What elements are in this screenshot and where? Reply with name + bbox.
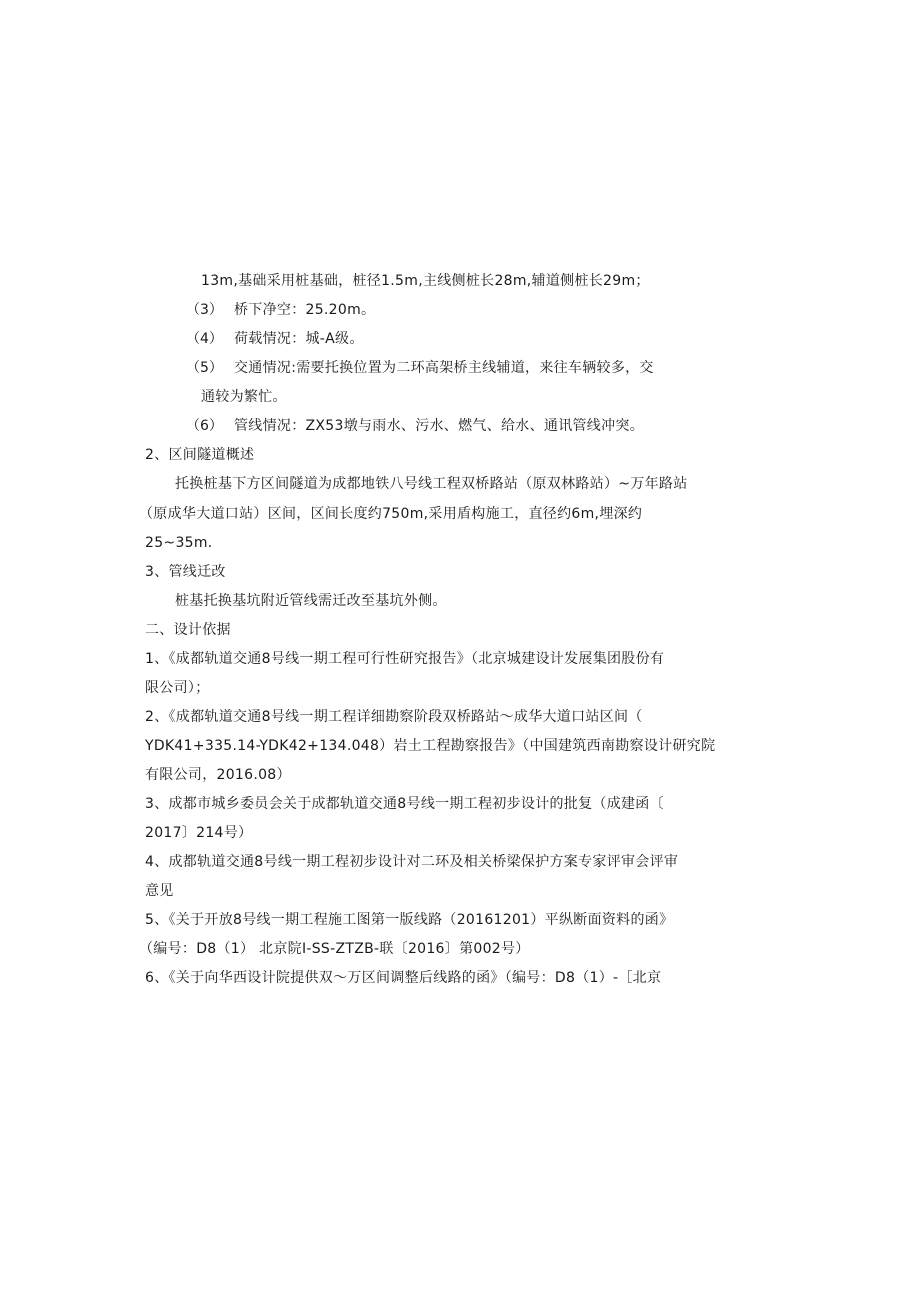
text-line: 管线情况：ZX53墩与雨水、污水、燃气、给水、通讯管线冲突。	[234, 418, 644, 434]
text-line: 荷载情况：城-A级。	[234, 331, 364, 347]
text-line: 2、《成都轨道交通8号线一期工程详细勘察阶段双桥路站～成华大道口站区间（	[145, 709, 643, 725]
section-heading: 3、管线迁改	[145, 564, 226, 580]
item-number: （5）	[186, 360, 223, 376]
text-line: 限公司）；	[145, 680, 210, 696]
item-number: （3）	[186, 302, 223, 318]
text-line: 25~35m.	[145, 535, 213, 551]
text-line: 有限公司，2016.08）	[145, 767, 291, 783]
section-heading: 2、区间隧道概述	[145, 447, 255, 463]
text-line: 13m,基础采用桩基础，桩径1.5m,主线侧桩长28m,辅道侧桩长29m；	[201, 273, 650, 289]
text-line: 2017〕214号）	[145, 825, 253, 841]
text-line: 5、《关于开放8号线一期工程施工图第一版线路（20161201）平纵断面资料的函》	[145, 912, 674, 928]
chapter-heading: 二、设计依据	[145, 622, 231, 638]
item-number: （4）	[186, 331, 223, 347]
text-line: 通较为繁忙。	[201, 389, 287, 405]
text-line: 意见	[145, 883, 174, 899]
text-line: 6、《关于向华西设计院提供双～万区间调整后线路的函》（编号：D8（1）-［北京	[145, 970, 662, 986]
text-line: （编号：D8（1） 北京院I-SS-ZTZB-联〔2016〕第002号）	[139, 941, 530, 957]
text-line: YDK41+335.14-YDK42+134.048）岩土工程勘察报告》（中国建筑西南勘察设计研究院	[145, 738, 716, 754]
item-number: （6）	[186, 418, 223, 434]
text-line: 交通情况:需要托换位置为二环高架桥主线辅道，来往车辆较多，交	[234, 360, 654, 376]
text-line: 4、成都轨道交通8号线一期工程初步设计对二环及相关桥梁保护方案专家评审会评审	[145, 854, 679, 870]
text-line: 3、成都市城乡委员会关于成都轨道交通8号线一期工程初步设计的批复（成建函〔	[145, 796, 664, 812]
text-line: 桩基托换基坑附近管线需迁改至基坑外侧。	[175, 593, 447, 609]
text-line: 桥下净空：25.20m。	[234, 302, 376, 318]
text-line: （原成华大道口站）区间，区间长度约750m,采用盾构施工，直径约6m,埋深约	[139, 506, 643, 522]
text-line: 托换桩基下方区间隧道为成都地铁八号线工程双桥路站（原双林路站）~万年路站	[175, 476, 688, 492]
text-line: 1、《成都轨道交通8号线一期工程可行性研究报告》（北京城建设计发展集团股份有	[145, 651, 665, 667]
